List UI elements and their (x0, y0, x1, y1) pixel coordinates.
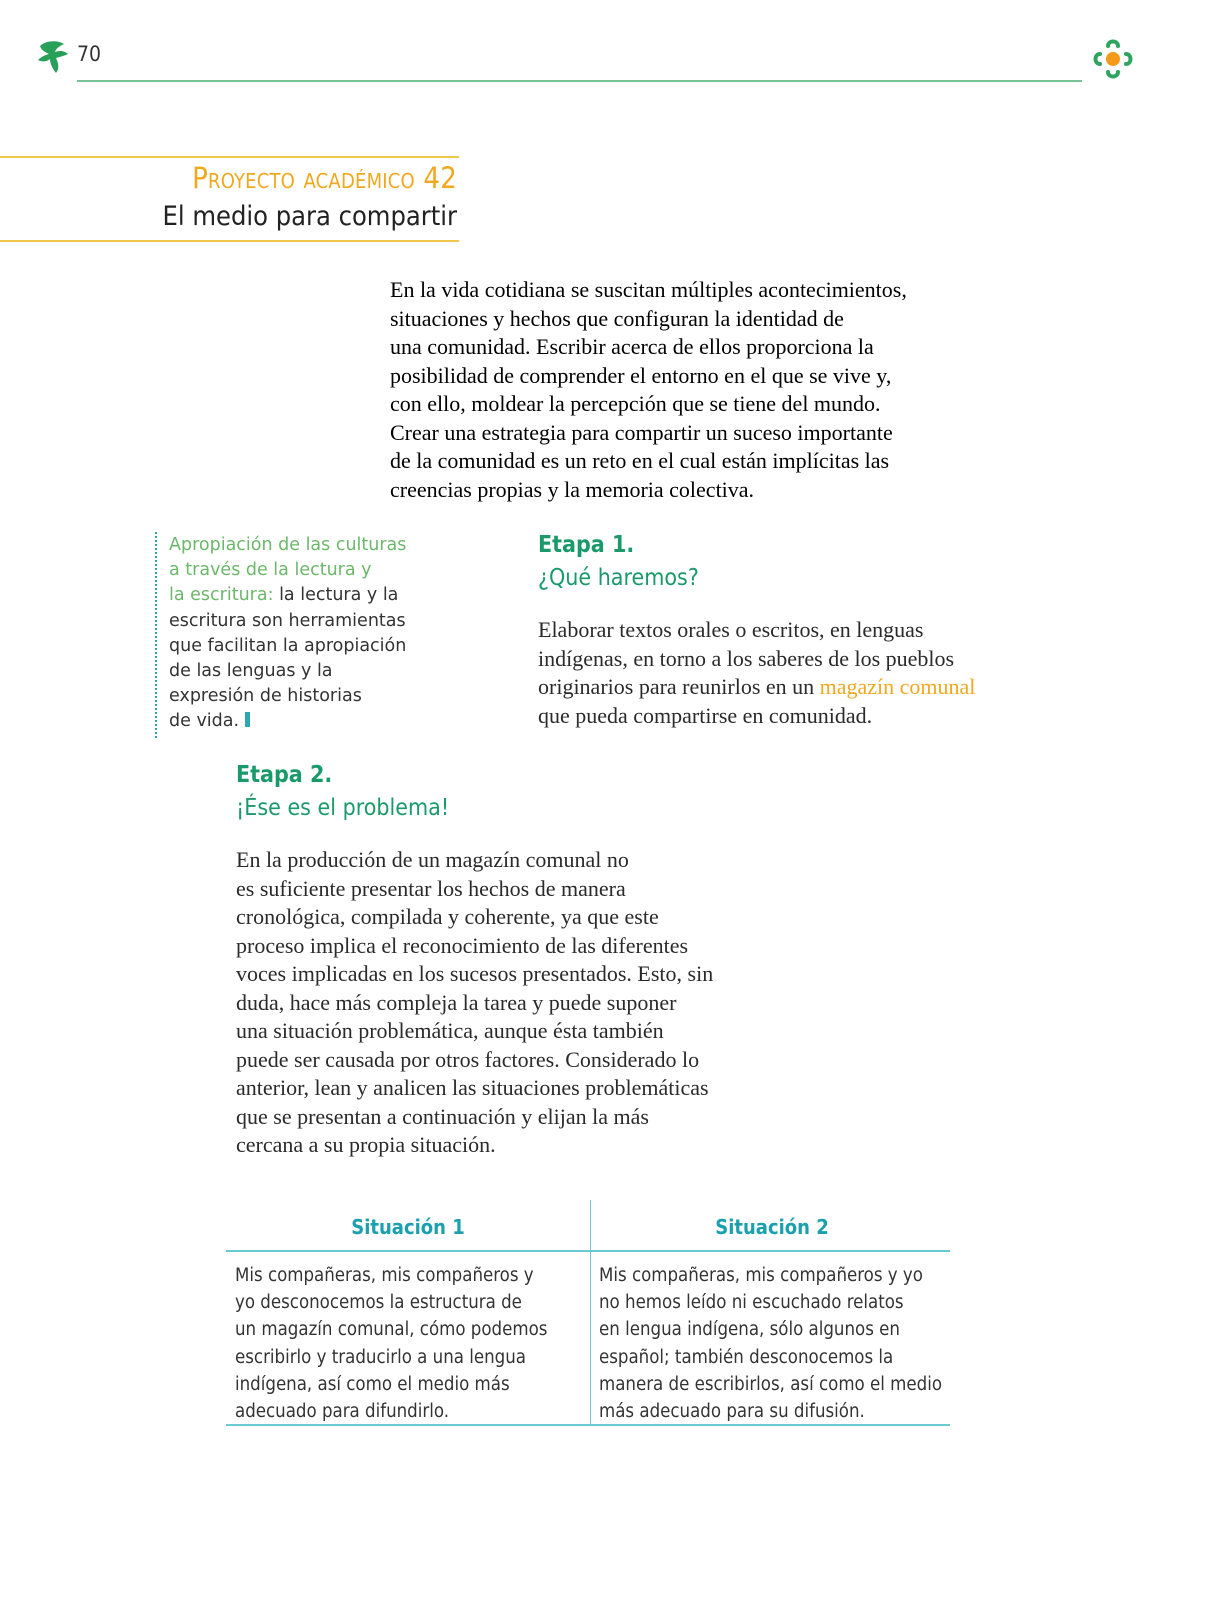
stage2-question: ¡Ése es el problema! (236, 795, 450, 821)
situation-line: manera de escribirlos, así como el medio (599, 1373, 943, 1395)
stage1-line: que pueda compartirse en comunidad. (538, 702, 873, 728)
situation-line: yo desconocemos la estructura de (235, 1292, 522, 1314)
sidebar-note (169, 533, 434, 735)
title-rule-bottom (0, 240, 459, 242)
flower-icon (1088, 34, 1138, 84)
intro-line: En la vida cotidiana se suscitan múltiples acontecimientos, (390, 277, 907, 302)
intro-line: creencias propias y la memoria colectiva. (390, 476, 755, 502)
stage1-line (538, 673, 1018, 702)
stage1-question: ¿Qué haremos? (538, 565, 699, 591)
end-mark-icon (245, 712, 250, 727)
stage1-paragraph (538, 616, 1018, 730)
project-subtitle: El medio para compartir (162, 201, 457, 232)
note-dotted-rule (155, 532, 157, 738)
situation-line: más adecuado para su difusión. (599, 1401, 865, 1423)
situation-line: no hemos leído ni escuchado relatos (599, 1292, 904, 1314)
note-line: que facilitan la apropiación (169, 635, 407, 656)
situation-line: en lengua indígena, sólo algunos en (599, 1319, 900, 1341)
situation-line: español; también desconocemos la (599, 1346, 894, 1368)
stage1-line: indígenas, en torno a los saberes de los pueblos (538, 645, 955, 671)
note-line (169, 709, 434, 734)
situation-line: Mis compañeras, mis compañeros y yo (599, 1265, 923, 1286)
intro-line: posibilidad de comprender el entorno en el que se vive y, (390, 362, 892, 388)
stage2-paragraph (236, 846, 741, 1160)
intro-line: una comunidad. Escribir acerca de ellos proporciona la (390, 334, 874, 359)
stage2-line: duda, hace más compleja la tarea y puede suponer (236, 989, 677, 1015)
stage2-line: proceso implica el reconocimiento de las diferentes (236, 932, 689, 958)
note-line: de las lenguas y la (169, 661, 333, 682)
situation1-title: Situación 1 (351, 1215, 465, 1239)
situation-line: indígena, así como el medio más (235, 1373, 510, 1395)
project-title: Proyecto académico 42 (192, 161, 457, 195)
note-highlight: la escritura: (169, 585, 274, 606)
note-line: expresión de historias (169, 686, 362, 707)
stage2-line: cronológica, compilada y coherente, ya que este (236, 904, 659, 929)
intro-line: de la comunidad es un reto en el cual están implícitas las (390, 448, 890, 473)
title-rule-top (0, 156, 459, 158)
stage1-text: originarios para reunirlos en un (538, 674, 815, 699)
note-highlight: Apropiación de las culturas (169, 535, 407, 555)
intro-line: Crear una estrategia para compartir un suceso importante (390, 419, 893, 445)
situation2-text (599, 1262, 944, 1425)
stage2-line: puede ser causada por otros factores. Considerado lo (236, 1046, 700, 1072)
stage2-line: En la producción de un magazín comunal no (236, 847, 629, 872)
stage2-label: Etapa 2. (236, 762, 333, 788)
stage1-label: Etapa 1. (538, 532, 635, 558)
situation-line: Mis compañeras, mis compañeros y (235, 1265, 534, 1286)
situation-line: un magazín comunal, cómo podemos (235, 1319, 548, 1341)
situation-line: adecuado para difundirlo. (235, 1401, 449, 1423)
table-header-rule (226, 1250, 950, 1252)
stage1-line: Elaborar textos orales o escritos, en lenguas (538, 617, 924, 642)
situation2-title: Situación 2 (715, 1215, 829, 1239)
intro-line: situaciones y hechos que configuran la identidad de (390, 305, 844, 331)
stage2-line: es suficiente presentar los hechos de manera (236, 875, 626, 901)
stage2-line: cercana a su propia situación. (236, 1132, 496, 1157)
page-number: 70 (77, 42, 102, 66)
stage2-line: anterior, lean y analicen las situaciones problemáticas (236, 1075, 709, 1100)
situation-line: escribirlo y traducirlo a una lengua (235, 1346, 526, 1368)
note-line: escritura son herramientas (169, 610, 406, 631)
intro-line: con ello, moldear la percepción que se tiene del mundo. (390, 391, 881, 416)
note-text: de vida. (169, 711, 240, 732)
situation1-text (235, 1262, 585, 1425)
stage2-line: voces implicadas en los sucesos presentados. Esto, sin (236, 961, 714, 986)
leaf-icon (36, 38, 70, 74)
note-highlight: a través de la lectura y (169, 560, 372, 581)
header-rule (77, 80, 1082, 82)
intro-paragraph (390, 276, 950, 504)
stage2-line: una situación problemática, aunque ésta también (236, 1018, 664, 1043)
note-line (169, 583, 434, 608)
note-text: la lectura y la (279, 585, 399, 606)
glossary-term: magazín comunal (819, 674, 976, 699)
stage2-line: que se presentan a continuación y elijan la más (236, 1103, 649, 1129)
